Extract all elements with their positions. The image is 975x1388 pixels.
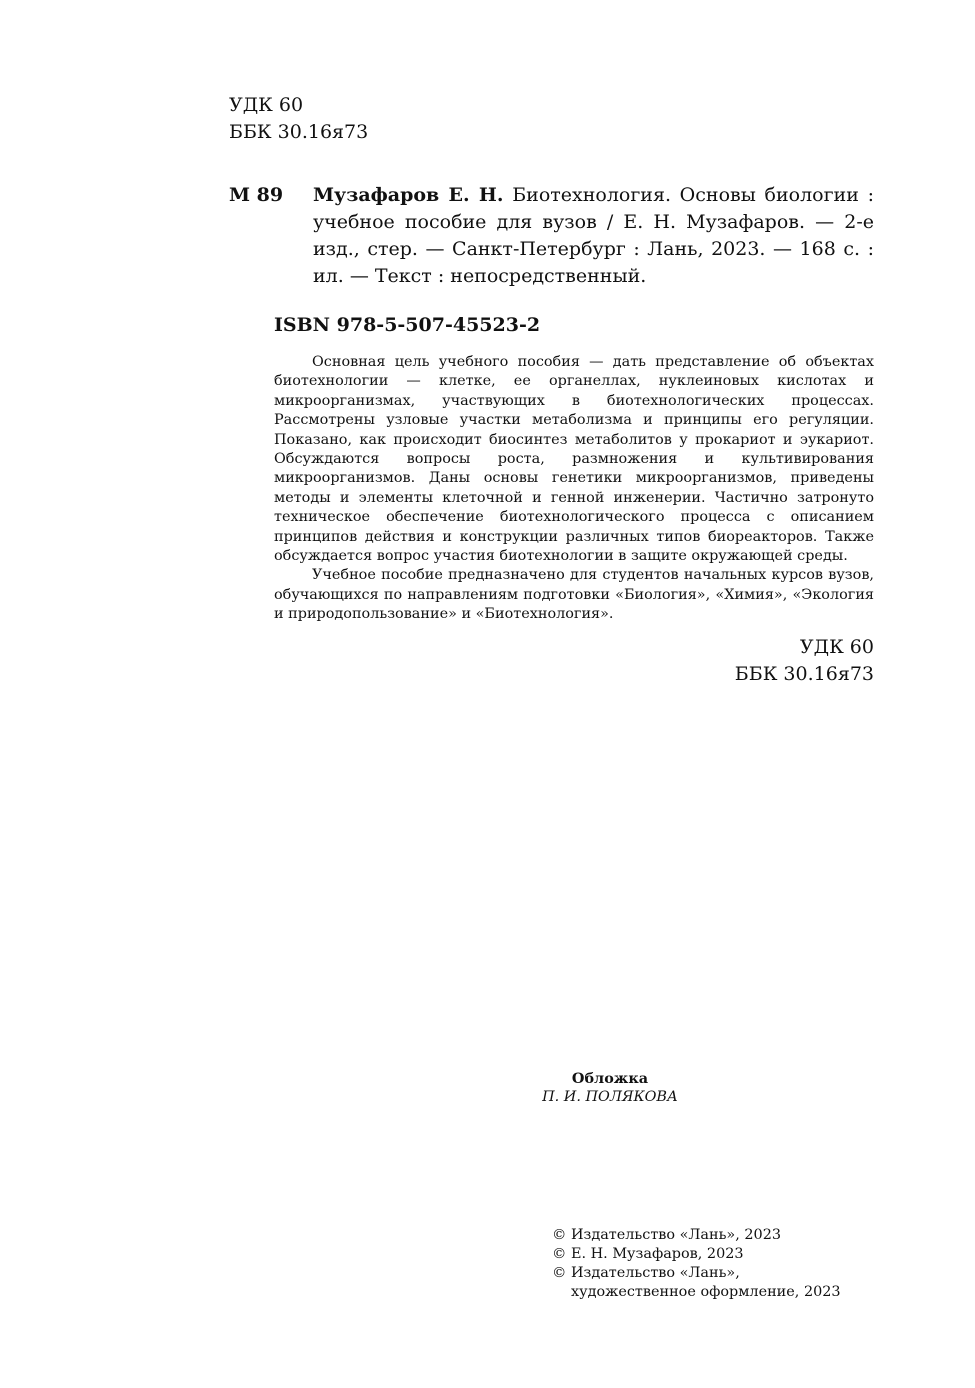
udk-code: УДК 60	[799, 636, 874, 658]
annotation-paragraph: Учебное пособие предназначено для студентов начальных курсов вузов, обучающихся по направлениям подготовки «Биология», «Химия», «Экология и природопользование» и «Биотехнология».	[274, 567, 874, 623]
copyright-line: © Издательство «Лань», 2023	[552, 1227, 782, 1243]
classification-bottom	[735, 634, 874, 688]
cover-credit	[420, 1069, 800, 1107]
annotation-paragraph: Основная цель учебного пособия — дать представление об объектах биотехнологии — клетке, ее органеллах, нуклеиновых кислотах и микроорганизмах, участвующих в биотехнологических процессах. Рассмотрены узловые участки метаболизма и принципы его регуляции. Показано, как происходит биосинтез метаболитов у прокариот и эукариот. Обсуждаются вопросы роста, размножения и культивирования микроорганизмов. Даны основы генетики микроорганизмов, приведены методы и элементы клеточной и генной инженерии. Частично затронуто техническое обеспечение биотехнологического процесса с описанием принципов действия и конструкции различных типов биореакторов. Также обсуждается вопрос участия биотехнологии в защите окружающей среды.	[274, 354, 874, 565]
copyright-line: © Е. Н. Музафаров, 2023	[552, 1246, 744, 1262]
classification-top	[229, 92, 368, 146]
description-text: Биотехнология. Основы биологии : учебное пособие для вузов / Е. Н. Музафаров. — 2-е изд., стер. — Санкт-Петербург : Лань, 2023. — 168 с. : ил. — Текст : непосредственный.	[313, 184, 874, 287]
annotation	[274, 353, 874, 625]
copyright-line: художественное оформление, 2023	[571, 1284, 841, 1300]
isbn: ISBN 978-5-507-45523-2	[274, 314, 541, 336]
udk-code: УДК 60	[229, 94, 304, 116]
author-sign: М 89	[229, 184, 284, 206]
bbk-code: ББК 30.16я73	[734, 663, 874, 685]
author-name: Музафаров Е. Н.	[313, 184, 504, 206]
copyright-line: © Издательство «Лань»,	[552, 1265, 740, 1281]
cover-label: Обложка	[571, 1070, 649, 1087]
bibliographic-description	[313, 182, 874, 290]
cover-designer: П. И. ПОЛЯКОВА	[542, 1089, 678, 1105]
bbk-code: ББК 30.16я73	[229, 121, 369, 143]
copyright-block	[552, 1226, 841, 1302]
